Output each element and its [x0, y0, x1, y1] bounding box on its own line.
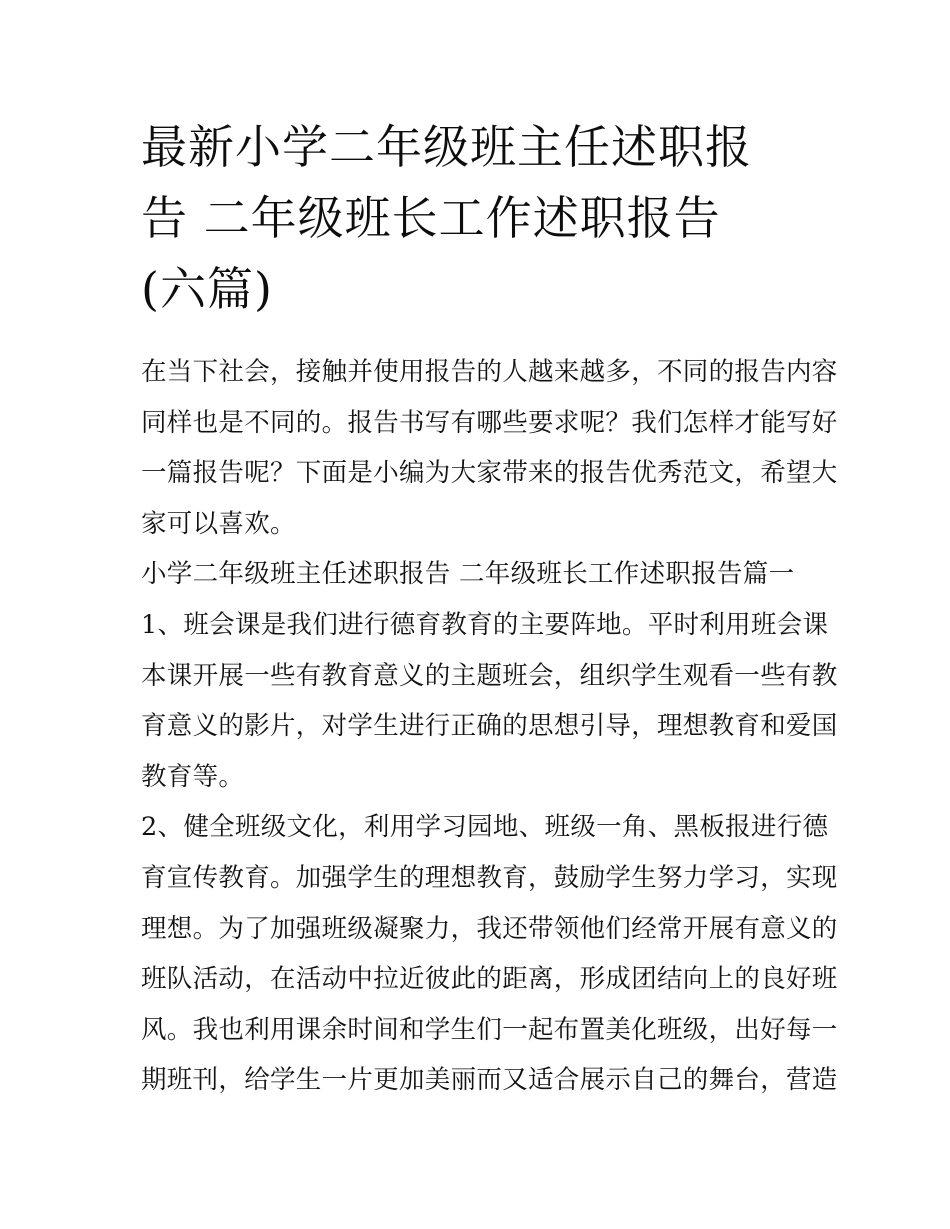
title-line: 告 二年级班长工作述职报告 [141, 191, 721, 245]
paragraph-line: 风。我也利用课余时间和学生们一起布置美化班级，出好每一 [141, 1014, 838, 1045]
paragraph-line: 本课开展一些有教育意义的主题班会，组织学生观看一些有教 [141, 660, 838, 691]
intro-line: 在当下社会，接触并使用报告的人越来越多，不同的报告内容 [141, 357, 838, 387]
paragraph-line: 期班刊，给学生一片更加美丽而又适合展示自己的舞台，营造 [141, 1065, 838, 1096]
paragraph-line: 班队活动，在活动中拉近彼此的距离，形成团结向上的良好班 [141, 964, 838, 995]
paragraph-line: 教育等。 [141, 761, 245, 792]
paragraph-line: 2、健全班级文化，利用学习园地、班级一角、黑板报进行德 [141, 812, 829, 843]
paragraph-line: 理想。为了加强班级凝聚力，我还带领他们经常开展有意义的 [141, 913, 838, 944]
paragraph-line: 育意义的影片，对学生进行正确的思想引导，理想教育和爱国 [141, 711, 838, 742]
paragraph-line: 1、班会课是我们进行德育教育的主要阵地。平时利用班会课 [141, 609, 829, 640]
intro-line: 家可以喜欢。 [141, 508, 296, 539]
paragraph-line: 育宣传教育。加强学生的理想教育，鼓励学生努力学习，实现 [141, 862, 838, 893]
title-line: 最新小学二年级班主任述职报 [141, 120, 752, 174]
title-line: (六篇) [141, 262, 273, 316]
document-title [141, 112, 813, 325]
intro-line: 一篇报告呢？下面是小编为大家带来的报告优秀范文，希望大 [141, 458, 838, 489]
document-body [141, 347, 838, 1106]
document-content [141, 112, 838, 1106]
intro-line: 同样也是不同的。报告书写有哪些要求呢？我们怎样才能写好 [141, 407, 838, 438]
section-heading: 小学二年级班主任述职报告 二年级班长工作述职报告篇一 [141, 559, 795, 590]
